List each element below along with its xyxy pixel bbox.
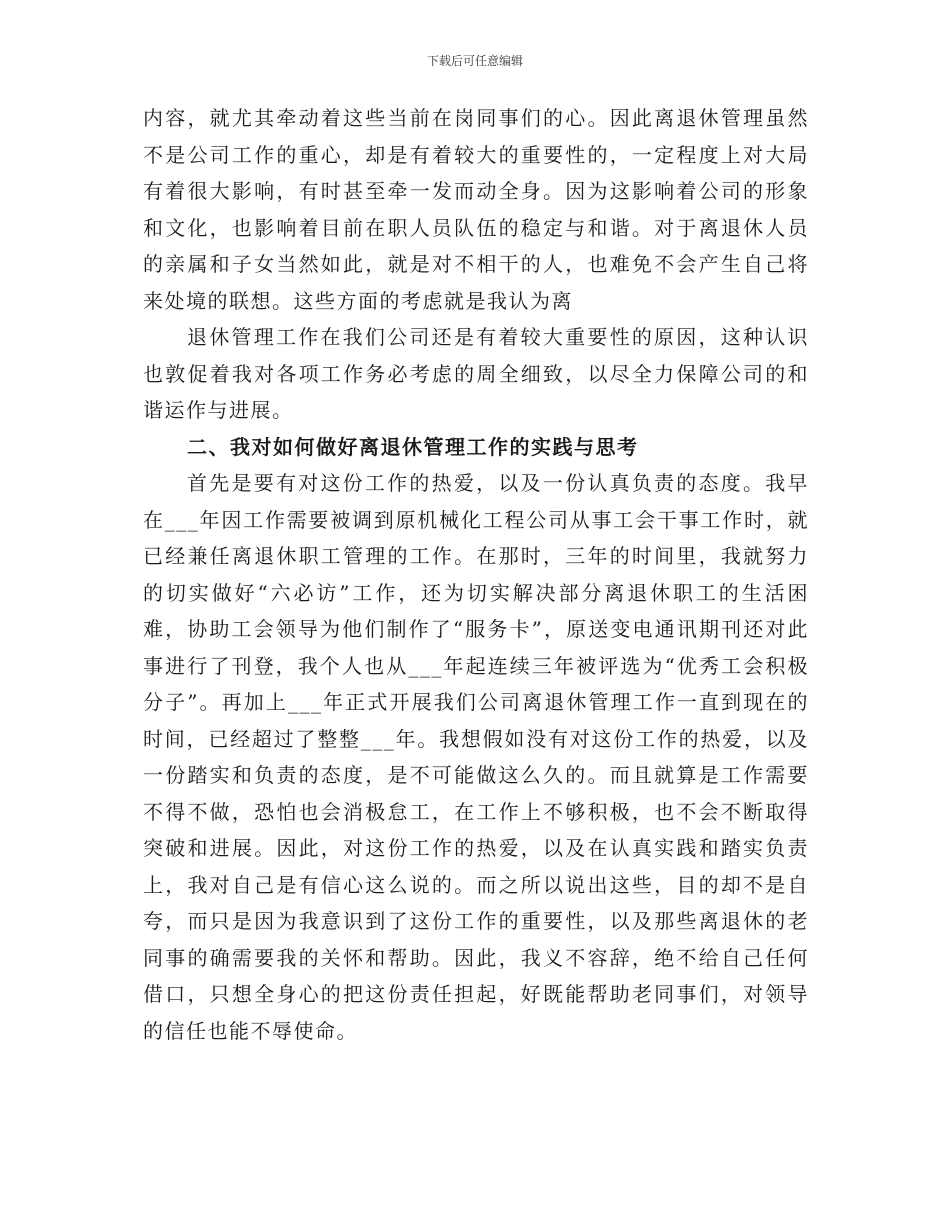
page-header: 下载后可任意编辑 [426,54,523,68]
paragraph-2: 退休管理工作在我们公司还是有着较大重要性的原因，这种认识也敦促着我对各项工作务必考虑的周全细致，以尽全力保障公司的和谐运作与进展。 [143,325,809,422]
paragraph-1: 内容，就尤其牵动着这些当前在岗同事们的心。因此离退休管理虽然不是公司工作的重心，却是有着较大的重要性的，一定程度上对大局有着很大影响，有时甚至牵一发而动全身。因为这影响着公司的形象和文化，也影响着目前在职人员队伍的稳定与和谐。对于离退休人员的亲属和子女当然如此，就是对不相干的人，也难免不会产生自己将来处境的联想。这些方面的考虑就是我认为离 [143,106,809,313]
paragraph-3: 首先是要有对这份工作的热爱，以及一份认真负责的态度。我早在___年因工作需要被调到原机械化工程公司从事工会干事工作时，就已经兼任离退休职工管理的工作。在那时，三年的时间里，我就努力的切实做好“六必访”工作，还为切实解决部分离退休职工的生活困难，协助工会领导为他们制作了“服务卡”，原送变电通讯期刊还对此事进行了刊登，我个人也从___年起连续三年被评选为“优秀工会积极分子”。再加上___年正式开展我们公司离退休管理工作一直到现在的时间，已经超过了整整___年。我想假如没有对这份工作的热爱，以及一份踏实和负责的态度，是不可能做这么久的。而且就算是工作需要不得不做，恐怕也会消极怠工，在工作上不够积极，也不会不断取得突破和进展。因此，对这份工作的热爱，以及在认真实践和踏实负责上，我对自己是有信心这么说的。而之所以说出这些，目的却不是自夸，而只是因为我意识到了这份工作的重要性，以及那些离退休的老同事的确需要我的关怀和帮助。因此，我义不容辞，绝不给自己任何借口，只想全身心的把这份责任担起，好既能帮助老同事们，对领导的信任也能不辱使命。 [143,471,809,1043]
section-heading: 二、我对如何做好离退休管理工作的实践与思考 [187,434,639,459]
document-body [143,100,809,1049]
